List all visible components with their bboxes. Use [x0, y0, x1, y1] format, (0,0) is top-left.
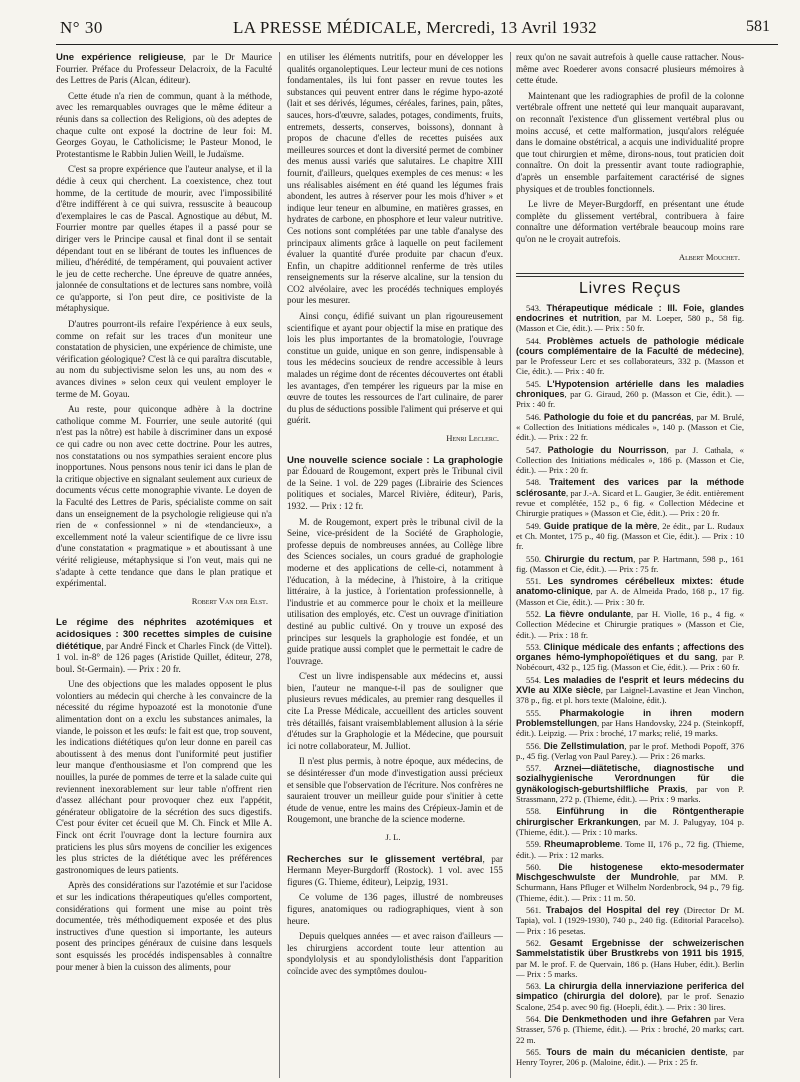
- column-3: [516, 52, 744, 1082]
- book-title: Tours de main du mécanicien dentiste: [546, 1046, 726, 1057]
- book-number: 561.: [526, 905, 542, 916]
- review-paragraph: Maintenant que les radiographies de profil de la colonne vertébrale offrent une netteté qui leur manquait auparavant, on reconnaît l'existence d'un glissement vertébral plus ou moins accusé, et cette malformation, jusqu'alors reléguée dans le domaine obstétrical, a acquis une individualité propre que tout chirurgien et même, dirons-nous, tout praticien doit connaître. On doit la pressentir avant toute radiographie, d'après un ensemble parfaitement caractérisé de signes physiques et de troubles fonctionnels.: [516, 90, 744, 194]
- page-number: 581: [746, 18, 770, 35]
- review-signature: Albert Mouchet.: [678, 251, 740, 262]
- book-title: Les syndromes cérébelleux mixtes: étude anatomo-clinique: [516, 576, 744, 597]
- book-entry: [516, 477, 744, 518]
- book-number: 554.: [526, 674, 542, 685]
- book-details: , par M. le prof. F. de Quervain, 186 p. (Hans Huber, édit.). Berlin — Prix : 5 marks.: [516, 948, 744, 979]
- book-title: Pharmakologie in ihren modern Problemstellungen: [516, 707, 744, 728]
- book-details: , par le Professeur Lerc et ses collaborateurs, 332 p. (Masson et Cie, édit.). — Prix : 40 fr.: [516, 345, 744, 377]
- book-title: Thérapeutique médicale : III. Foie, glandes endocrines et nutrition: [516, 302, 744, 323]
- book-entry: [516, 981, 744, 1012]
- review-signature: Henri Leclerc.: [446, 433, 499, 443]
- book-entry: [516, 708, 744, 739]
- book-details: , par Hans Handovsky, 224 p. (Steinkopff, édit.). Leipzig. — Prix : broché, 17 marks; relié, 19 marks.: [516, 717, 744, 739]
- book-entry: [516, 412, 744, 443]
- review-heading: [56, 52, 272, 87]
- review-heading: [56, 617, 272, 675]
- review-nephrite-diet: [56, 617, 272, 973]
- book-number: 555.: [526, 707, 542, 718]
- review-citation: , par le Dr Maurice Fourrier. Préface du Professeur Delacroix, de la Faculté des Lettres de Paris (Alcan, éditeur).: [56, 52, 272, 86]
- book-details: , par P. Nobécourt, 432 p., 125 fig. (Masson et Cie, édit.). — Prix : 60 fr.: [516, 652, 744, 673]
- book-details: , par le prof. Methodi Popoff, 376 p., 45 fig. (Verlag von Paul Parey.). — Prix : 26 marks.: [516, 740, 744, 761]
- book-title: Traitement des varices par la méthode sclérosante: [516, 477, 744, 498]
- column-divider: [510, 52, 511, 1078]
- review-religious-experience: [56, 52, 272, 607]
- book-number: 560.: [526, 861, 542, 872]
- book-details: , par P. Hartmann, 598 p., 161 fig. (Masson et Cie, édit.). — Prix : 75 fr.: [516, 553, 744, 574]
- column-divider: [279, 52, 280, 1078]
- book-details: , par A. de Almeida Prado, 168 p., 17 fig. (Masson et Cie, édit.). — Prix : 30 fr.: [516, 586, 744, 607]
- book-number: 562.: [526, 937, 542, 948]
- book-title: Problèmes actuels de pathologie médicale (cours complémentaire de la Faculté de médecine): [516, 335, 744, 356]
- review-graphology: [287, 455, 503, 844]
- book-entry: [516, 642, 744, 673]
- review-paragraph: D'autres pourront-ils refaire l'expérience à eux seuls, comme on refait sur les traces d'un moniteur une constatation de physicien, une expérience de chimiste, une vérification géologique? C'est là ce qui paraîtra discutable, au nom du subjectivisme selon les uns, au nom des « avances divines » selon ceux qui veulent employer le terme de M. Goyau.: [56, 319, 272, 399]
- book-entry: [516, 554, 744, 575]
- review-paragraph: Ce volume de 136 pages, illustré de nombreuses figures, anatomiques ou radiographiques, vient à son heure.: [287, 892, 503, 926]
- book-number: 563.: [526, 981, 542, 992]
- book-title: Clinique médicale des enfants ; affections des organes hémo-lymphopoïétiques et du sang: [516, 641, 744, 663]
- book-entry: [516, 303, 744, 334]
- book-entry: [516, 938, 744, 979]
- review-citation: , par Hermann Meyer-Burgdorff (Rostock). 1 vol. avec 155 figures (G. Thieme, éditeur), Leipzig, 1931.: [287, 853, 503, 887]
- book-title: La chirurgia della innerviazione periferica del simpatico (chirurgia del dolore): [516, 981, 744, 1002]
- book-title: Chirurgie du rectum: [544, 553, 634, 564]
- review-title: Une nouvelle science sociale : La graphologie: [287, 454, 503, 466]
- review-title: Recherches sur le glissement vertébral: [287, 853, 483, 865]
- book-title: Einführung in die Röntgentherapie chirurgischer Erkrankungen: [516, 806, 744, 827]
- book-number: 553.: [526, 641, 542, 652]
- book-number: 565.: [526, 1046, 542, 1057]
- review-paragraph: Une des objections que les malades opposent le plus volontiers au médecin qui cherche à les convaincre de la nécessité du régime hypoazoté est la monotonie d'une alimentation dont on a exclu les substances animales, la viande, le poisson et les œufs: le fait est que, trop souvent, les indications diététiques qu'on leur donne en pareil cas aboutissent à des menus dont l'uniformité peut justifier leur manque d'enthousiasme et l'on comprend que les nouilles, la purée de pommes de terre et la salade cuite qui reviennent inexorablement sur leur table n'offrent rien d'assez alléchant pour provoquer chez eux l'appétit, générateur obligatoire de la sécrétion des sucs digestifs. C'est pour éviter cet écueil que M. Ch. Finck et Mlle A. Finck ont écrit l'ouvrage dont la lecture fournira aux praticiens les plus sûrs moyens de concilier les exigences les plus strictes de la diététique avec les préférences gastronomiques de leurs patients.: [56, 679, 272, 875]
- book-number: 543.: [526, 302, 542, 313]
- book-details: (Director Dr M. Tapia), vol. I (1929-1930), 740 p., 240 fig. (Editorial Paracelso). — Prix : 16 pesetas.: [516, 905, 744, 936]
- review-paragraph: Au reste, pour quiconque adhère à la doctrine catholique comme M. Fourrier, une seule autorité (qui n'est pas la nôtre) est habile à discriminer dans un exposé ce qui cadre ou non avec cette doctrine. Pour les autres, nos constatations ou nos sympathies seraient encore plus inopportunes. Nous pensons nous tenir ici dans le plan de la critique objective en signalant seulement aux curieux de documents vécus cette monographie vivante. Le doyen de la Faculté des Lettres de Paris, spécialiste comme on sait dans un enseignement de la psychologie religieuse qui n'a rien de « confessionnel » ni de «tendancieux», a excellemment noté la valeur scientifique de ce livre issu d'une constatation « pragmatique » et aboutissant à une vérité religieuse, métaphysique si l'on veut, mais qui ne s'adapte à cette tendance que dans le plan pratique et expérimental.: [56, 404, 272, 589]
- book-number: 547.: [526, 444, 542, 455]
- review-paragraph: C'est sa propre expérience que l'auteur analyse, et il la dédie à ceux qui cherchent. La coexistence, chez tout homme, de la certitude de mourir, avec l'impossibilité d'être indifférent à ce qui suivra, ressuscite à beaucoup d'exemplaires le cas de Pascal. Agnostique au début, M. Fourrier montre par quelles étapes il a passé pour se diriger vers le Principe causal et final dont il se sentait dépendant tout en se libérant de toutes les influences de milieu, d'hérédité, de tempérament, qui pouvaient activer le jeu de cette recherche. Une épreuve de quatre années, jalonnée de consultations et de lectures sans nombre, voilà ce qu'apporte, si l'on peut dire, ce positiviste de la métaphysique.: [56, 164, 272, 314]
- book-number: 549.: [526, 520, 542, 531]
- book-number: 557.: [526, 763, 542, 774]
- book-number: 564.: [526, 1013, 542, 1024]
- book-number: 548.: [526, 477, 542, 488]
- book-entry: [516, 1047, 744, 1068]
- book-details: . Tome II, 176 p., 72 fig. (Thieme, édit.). — Prix : 12 marks.: [516, 839, 744, 860]
- book-details: , par MM. P. Schurmann, Hans Pfluger et Wilhelm Nordenbrock, 94 p., 79 fig. (Thieme, édit.). — Prix : 11 m. 50.: [516, 872, 744, 903]
- review-heading: [287, 455, 503, 513]
- book-entry: [516, 379, 744, 410]
- review-heading: [287, 854, 503, 889]
- review-paragraph: reux qu'on ne savait autrefois à quelle cause rattacher. Nous-même avec Roederer avons consacré plusieurs mémoires à cette étude.: [516, 52, 744, 86]
- book-entry: [516, 445, 744, 476]
- book-number: 550.: [526, 553, 542, 564]
- review-paragraph: Il n'est plus permis, à notre époque, aux médecins, de se désintéresser d'un mode d'investigation aussi précieux et sensible que l'observation de l'écriture. Nos confrères ne sauraient trouver un meilleur guide pour s'initier à cette étude de venue, entre les mains des Crépieux-Jamin et de Rougemont, une branche de la science moderne.: [287, 756, 503, 825]
- book-title: Pathologie du foie et du pancréas: [543, 411, 692, 422]
- book-number: 545.: [526, 378, 542, 389]
- review-title: Une expérience religieuse: [56, 52, 184, 63]
- review-paragraph: Après des considérations sur l'azotémie et sur l'acidose et sur les indications thérapeutiques qu'elles comportent, considérations qui forment une mise au point très documentée, très méthodiquement exposée et des plus instructives d'une question si importante, les auteurs posent des principes généraux de cuisine dans lesquels sont esquissés les procédés indispensables à connaître pour mener à bien la cuisson des aliments, pour: [56, 880, 272, 972]
- page-header: [60, 18, 770, 44]
- book-number: 552.: [526, 609, 542, 619]
- book-title: Die Zellstimulation: [543, 740, 625, 751]
- book-number: 559.: [526, 839, 542, 850]
- review-title: Le régime des néphrites azotémiques et acidosiques : 300 recettes simples de cuisine diététique: [56, 617, 272, 652]
- review-paragraph: Ainsi conçu, édifié suivant un plan rigoureusement scientifique et ayant pour objectif la mise en pratique des lois les plus importantes de la bromatologie, l'ouvrage constitue un guide, unique en son genre, indispensable à tous les médecins soucieux de rendre accessible à leurs malades un régime dont de récentes découvertes ont établi les avantages, d'en tempérer les rigueurs par la mise en œuvre de toutes les ressources de l'art culinaire, de parer du plus de séductions possible l'aliment qui préserve et qui guérit.: [287, 311, 503, 426]
- book-number: 546.: [526, 411, 542, 422]
- issue-number: N° 30: [60, 18, 103, 37]
- book-details: , par J. Cathala, « Collection des Initiations médicales », 186 p. (Masson et Cie, édit.). — Prix : 20 fr.: [516, 444, 744, 476]
- book-details: par Vera Strasser, 576 p. (Thieme, édit.). — Prix : broché, 20 marks; cart. 22 m.: [516, 1013, 744, 1045]
- book-title: Trabajos del Hospital del rey: [545, 905, 679, 916]
- book-number: 551.: [526, 576, 542, 587]
- book-title: L'Hypotension artérielle dans les maladies chroniques: [516, 378, 744, 400]
- book-title: La fièvre ondulante: [544, 609, 631, 619]
- book-number: 556.: [526, 740, 542, 751]
- book-title: Guide pratique de la mère: [543, 520, 658, 531]
- review-paragraph: Le livre de Meyer-Burgdorff, en présentant une étude complète du glissement vertébral, contribuera à faire connaître une déformation vertébrale beaucoup moins rare qu'on ne le croyait autrefois.: [516, 199, 744, 244]
- review-signature: Robert Van der Elst.: [191, 595, 268, 606]
- books-received-title: Livres Reçus: [578, 280, 682, 298]
- book-details: , par von P. Strassmann, 272 p. (Thieme, édit.). — Prix : 9 marks.: [516, 783, 744, 805]
- book-details: , 2e édit., par L. Rudaux et Ch. Montet, 175 p., 40 fig. (Masson et Cie, édit.). — Prix : 10 fr.: [516, 520, 744, 552]
- column-2: [287, 52, 503, 1082]
- book-entry: [516, 806, 744, 837]
- book-title: Gesamt Ergebnisse der schweizerischen Sammelstatistik über Brustkrebs von 1911 bis 1915: [516, 937, 744, 959]
- book-title: Die histogenese ekto-mesodermater Mischgeschwulste der Mundrohle: [516, 861, 744, 883]
- review-paragraph: C'est un livre indispensable aux médecins et, aussi bien, l'auteur ne manque-t-il pas de souligner que plusieurs revues médicales, au premier rang desquelles il cite La Presse Médicale, accueillent des articles souvent très détaillés, faisant vraisemblablement allusion à la série d'études sur la Graphologie et la Médecine, que poursuit ici notre collaborateur, M. Julliot.: [287, 671, 503, 751]
- book-details: , par H. Violle, 16 p., 4 fig. « Collection Médecine et Chirurgie pratiques » (Masson et Cie, édit.). — Prix : 18 fr.: [516, 609, 744, 640]
- books-received-list: [516, 303, 744, 1068]
- header-rule: [56, 44, 778, 45]
- book-entry: [516, 839, 744, 860]
- book-title: Die Denkmethoden und ihre Gefahren: [544, 1013, 711, 1024]
- book-entry: [516, 763, 744, 804]
- book-entry: [516, 576, 744, 607]
- book-entry: [516, 905, 744, 936]
- review-paragraph: Cette étude n'a rien de commun, quant à la méthode, avec les remarquables ouvrages que le même éditeur a réunis dans sa collection des Religions, où des adeptes de chaque culte ont exposé la doctrine de leur foi: M. Georges Goyau, le Catholicisme; le Pasteur Monod, le Protestantisme le Rabbin Julien Weill, le Judaïsme.: [56, 90, 272, 159]
- book-title: Rheumaprobleme: [544, 839, 621, 850]
- book-details: , par M. Loeper, 580 p., 58 fig. (Masson et Cie, édit.). — Prix : 50 fr.: [516, 312, 744, 334]
- publication-title: LA PRESSE MÉDICALE, Mercredi, 13 Avril 1932: [233, 18, 597, 37]
- book-number: 544.: [526, 335, 542, 346]
- book-details: , par J.-A. Sicard et L. Gaugier, 3e édit. entièrement revue et complétée, 152 p., 6 fig. « Collection Médecine et Chirurgie pratiques » (Masson et Cie, édit.). — Prix : 20 fr.: [516, 487, 744, 519]
- book-entry: [516, 1014, 744, 1045]
- book-entry: [516, 521, 744, 552]
- review-paragraph: en utiliser les éléments nutritifs, pour en développer les qualités organoleptiques. Leur lecteur muni de ces notions fondamentales, ils lui font passer en revue toutes les substances qui peuvent entrer dans le régime hypo-azoté (lait et ses dérivés, légumes, céréales, farines, pain, pâtes, sauces, hors-d'œuvre, salades, potages, condiments, fruits, entremets, desserts, conserves, boissons), donnant à propos de chacune d'elles de recettes puisées aux meilleures sources et dont la diversité permet de combiner des menus aussi variés que salutaires. Le chapitre XIII fournit, d'ailleurs, quelques exemples de ces menus: « les uns réalisables aisément en été quand les légumes frais abondent, les autres à réserver pour les mois d'hiver » et indique leur teneur en albumine, en matières grasses, en hydrates de carbone, en phosphore et leur valeur nutritive. Ces notions sont complétées par une table d'analyse des principaux aliments grâce à laquelle on peut facilement évaluer la quantité d'urée produite par chacun d'eux. Enfin, un chapitre additionnel renferme de très utiles renseignements sur la réserve alcaline, sur la tension du CO2 alvéolaire, avec les procédés techniques employés pour les mesurer.: [287, 52, 503, 306]
- book-details: , par Henry Toyrer, 206 p. (Maloine, édit.). — Prix : 25 fr.: [516, 1046, 744, 1068]
- book-title: Arznei—diätetische, diagnostische und sozialhygienische Verordnungen für die gynäkologisch-geburtshilfliche Praxis: [516, 763, 744, 794]
- book-details: , par le prof. Senazio Scalone, 254 p. avec 90 fig. (Hoepli, édit.). — Prix : 30 lires.: [516, 991, 744, 1012]
- book-entry: [516, 741, 744, 762]
- section-divider: [516, 273, 744, 277]
- book-details: , par M. Brulé, « Collection des Initiations médicales », 140 p. (Masson et Cie, édit.). — Prix : 22 fr.: [516, 411, 744, 443]
- book-entry: [516, 609, 744, 640]
- book-entry: [516, 862, 744, 903]
- review-paragraph: Depuis quelques années — et avec raison d'ailleurs — les chirurgiens accordent toute leur attention au spondylolysis et au spondylolisthésis dont l'apparition coïncide avec des symptômes doulou-: [287, 931, 503, 976]
- book-entry: [516, 336, 744, 377]
- book-number: 558.: [526, 806, 542, 817]
- review-signature: J. L.: [385, 832, 401, 842]
- review-paragraph: M. de Rougemont, expert près le tribunal civil de la Seine, vice-président de la Société de Graphologie, professe depuis de nombreuses années, au Collège libre des Sciences sociales, un cours gradué de graphologie moderne et des applications de celle-ci, notamment à l'éducation, à la médecine, à l'histoire, à la critique littéraire, à la justice, à l'orientation professionnelle, à l'industrie et au commerce pour le choix et la meilleure utilisation des employés, etc. C'est un ouvrage d'initiation destiné au public cultivé. On y trouve un exposé des principes sur lesquels la graphologie est fondée, et un guide pratique aussi complet que le permettait le cadre de l'ouvrage.: [287, 516, 503, 666]
- review-citation: , par André Finck et Charles Finck (de Vittel). 1 vol. in-8° de 126 pages (Aristide Quillet, éditeur, 278, boul. St-Germain). — Prix : 20 fr.: [56, 640, 272, 674]
- column-1: [56, 52, 272, 1082]
- book-title: Les maladies de l'esprit et leurs médecins du XVIe au XIXe siècle: [516, 674, 744, 696]
- book-title: Pathologie du Nourrisson: [547, 444, 667, 455]
- book-details: , par G. Giraud, 260 p. (Masson et Cie, édit.). — Prix : 40 fr.: [516, 389, 744, 410]
- review-vertebral-slip: [287, 854, 503, 978]
- book-details: , par Laignel-Lavastine et Jean Vinchon, 378 p., fig. et pl. hors texte (Maloine, édit.).: [516, 685, 744, 706]
- book-entry: [516, 675, 744, 706]
- review-citation: par Édouard de Rougemont, expert près le Tribunal civil de la Seine. 1 vol. de 229 pages (Librairie des Sciences politiques et sociales, Marcel Rivière, éditeur), Paris, 1932. — Prix : 12 fr.: [287, 466, 503, 511]
- book-details: , par M. J. Palugyay, 104 p. (Thieme, édit.). — Prix : 10 marks.: [516, 816, 744, 837]
